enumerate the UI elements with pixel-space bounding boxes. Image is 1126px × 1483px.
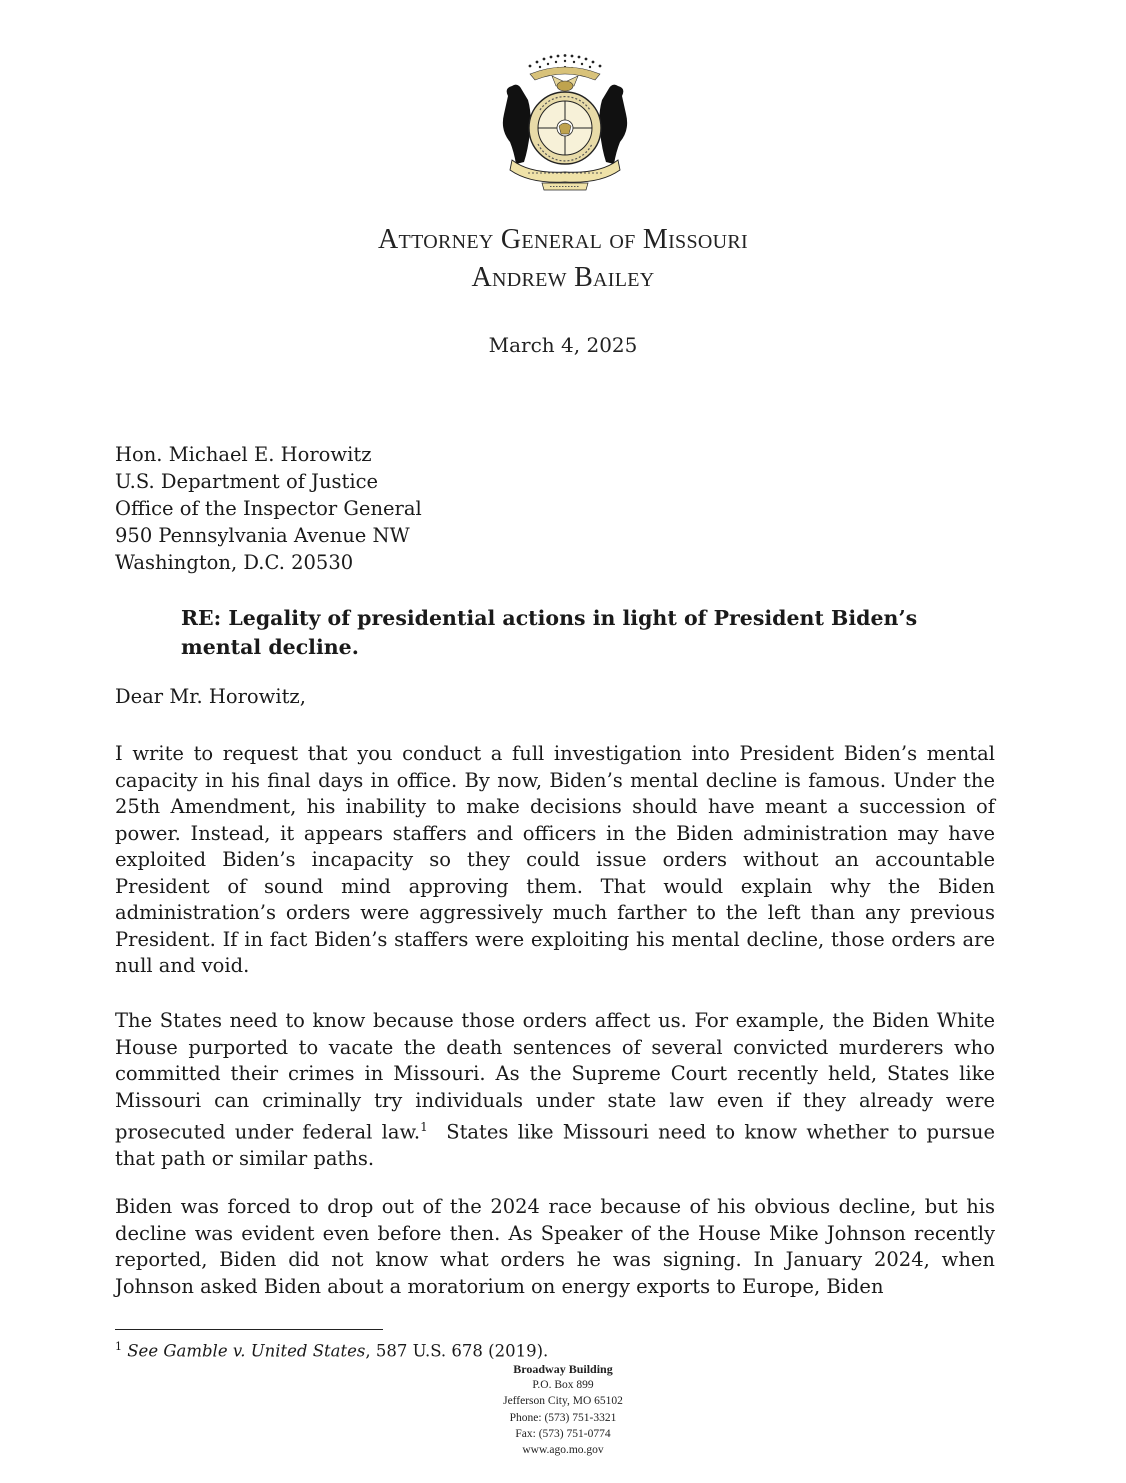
paragraph-text: States like Missouri need to know whether to pursue that path or similar paths. xyxy=(115,1120,1002,1170)
footer-po-box: P.O. Box 899 xyxy=(532,1379,594,1392)
address-line: Washington, D.C. 20530 xyxy=(115,551,354,574)
left-bear xyxy=(503,85,531,164)
body-paragraph-2 xyxy=(115,1008,1002,1173)
address-line: Office of the Inspector General xyxy=(115,497,422,520)
footnote-number: 1 xyxy=(115,1340,122,1353)
footnote xyxy=(115,1340,548,1361)
letter-date: March 4, 2025 xyxy=(488,333,638,357)
right-bear xyxy=(599,85,627,164)
body-paragraph-3: Biden was forced to drop out of the 2024 race because of his obvious decline, but his decline was evident even before then. As Speaker of the House Mike Johnson recently reported, Biden did not know what orders he was signing. In January 2024, when Johnson asked Biden about a moratorium on energy exports to Europe, Biden xyxy=(115,1195,995,1298)
footer-city: Jefferson City, MO 65102 xyxy=(503,1395,623,1408)
attorney-general-name: Andrew Bailey xyxy=(471,262,655,293)
footer-phone: Phone: (573) 751-3321 xyxy=(509,1411,617,1424)
footer-website: www.ago.mo.gov xyxy=(522,1444,604,1457)
subject-line: RE: Legality of presidential actions in light of President Biden’s mental decline. xyxy=(181,606,918,659)
footer-fax: Fax: (573) 751-0774 xyxy=(515,1427,611,1440)
footnote-case-name: See Gamble v. United States xyxy=(127,1341,366,1361)
footer-building: Broadway Building xyxy=(513,1362,613,1376)
body-paragraph-1: I write to request that you conduct a full investigation into President Biden’s mental capacity in his final days in office. By now, Biden’s mental decline is famous. Under the 25th Amendment, his inability to make decisions should have meant a succession of power. Instead, it appears staffers and officers in the Biden administration may have exploited Biden’s incapacity so they could issue orders without an accountable President of sound mind approving them. That would explain why the Biden administration’s orders were aggressively much farther to the left than any previous President. If in fact Biden’s staffers were exploiting his mental decline, those orders are null and void. xyxy=(115,742,995,977)
paragraph-text: The States need to know because those orders affect us. For example, the Biden White House purported to vacate the death sentences of several convicted murderers who committed their crimes in Missouri. As the Supreme Court recently held, States like Missouri can criminally try individuals under state law even if they already were prosecuted under federal law. xyxy=(115,1009,995,1144)
recipient-address xyxy=(115,441,422,576)
footnote-citation: , 587 U.S. 678 (2019). xyxy=(365,1341,549,1361)
address-line: U.S. Department of Justice xyxy=(115,470,379,493)
office-footer xyxy=(463,1361,663,1458)
address-line: 950 Pennsylvania Avenue NW xyxy=(115,524,410,547)
address-line: Hon. Michael E. Horowitz xyxy=(115,443,372,466)
missouri-state-seal xyxy=(490,52,640,192)
office-title: Attorney General of Missouri xyxy=(378,224,748,255)
footnote-reference: 1 xyxy=(420,1120,428,1134)
footnote-divider xyxy=(115,1329,383,1330)
salutation: Dear Mr. Horowitz, xyxy=(115,685,306,708)
